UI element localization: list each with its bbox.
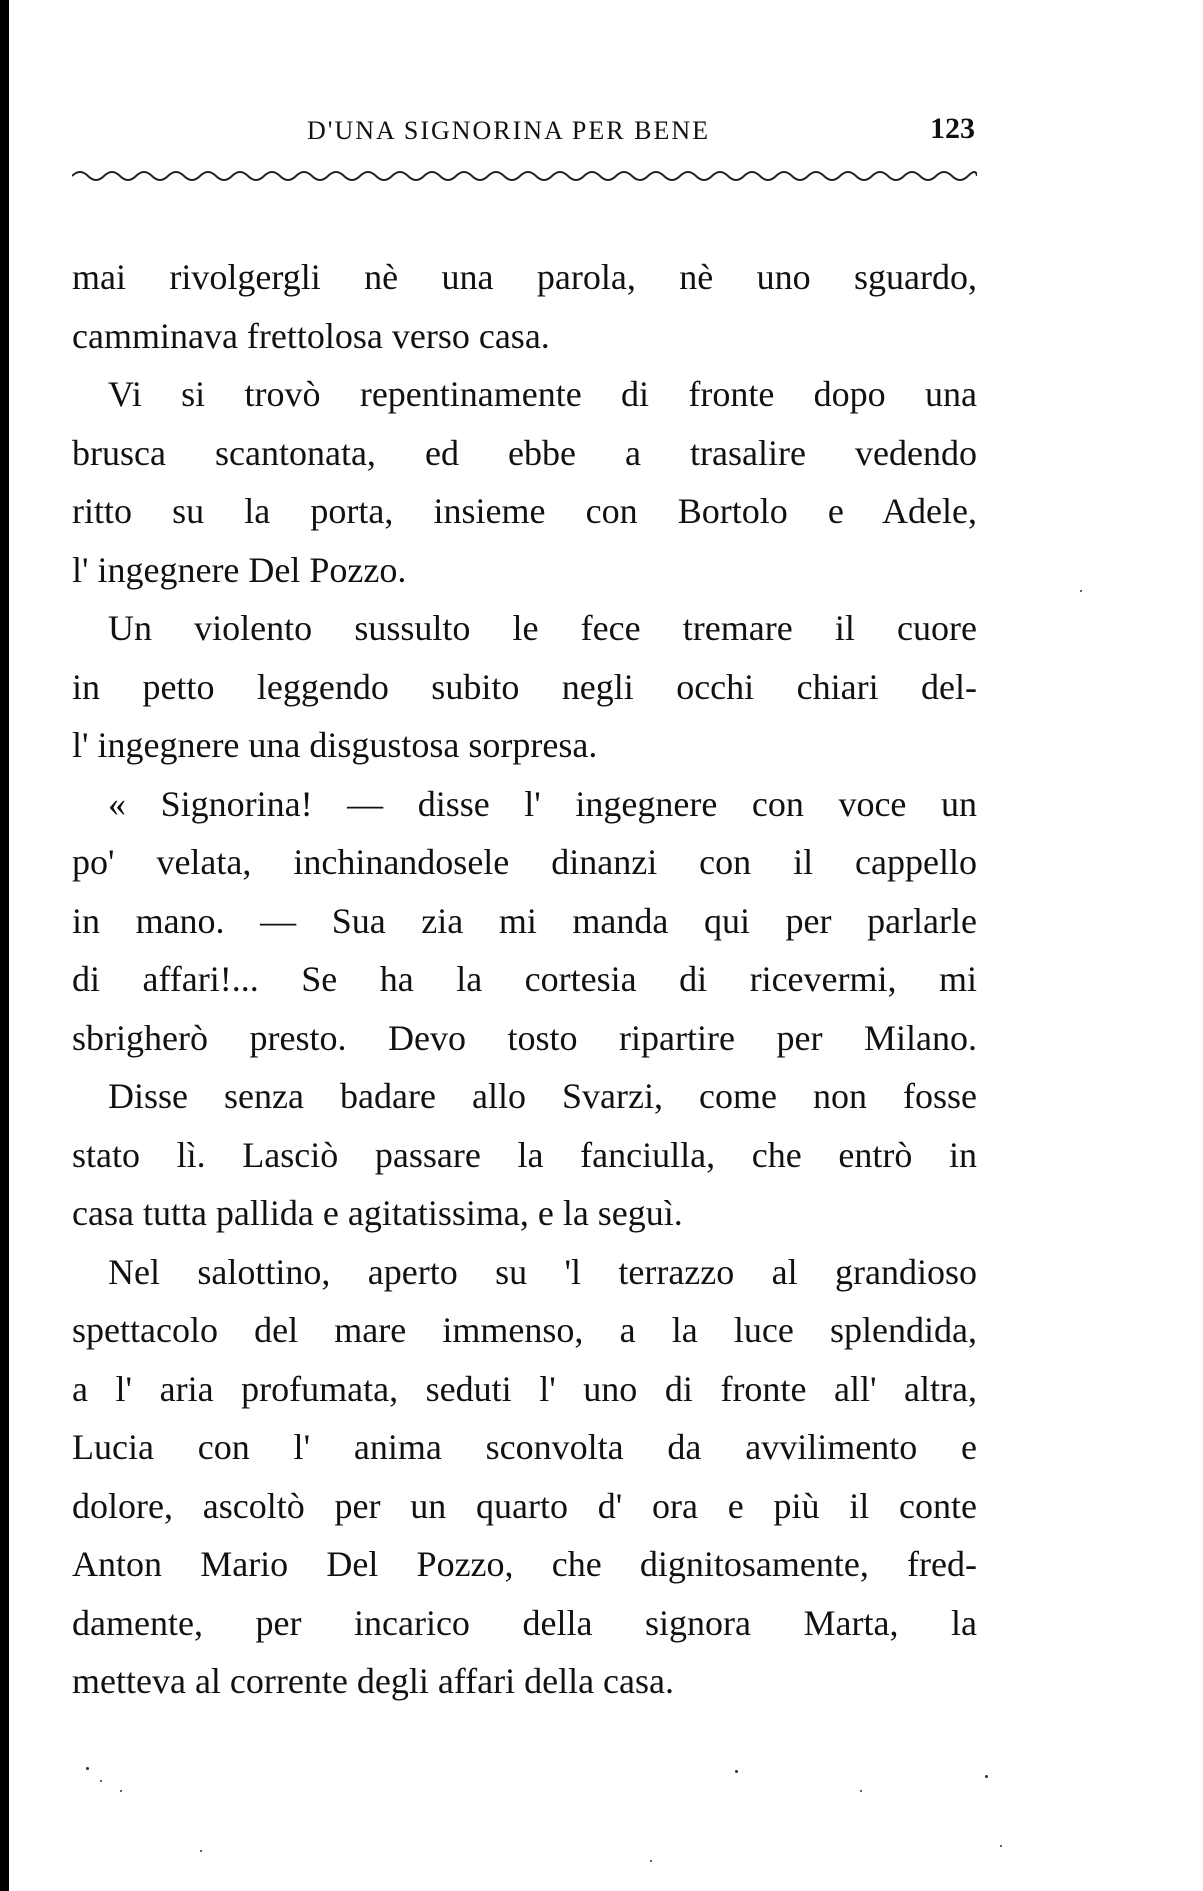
- text-line: dolore, ascoltò per un quarto d' ora e più il conte: [72, 1485, 977, 1526]
- text-line: brusca scantonata, ed ebbe a trasalire vedendo: [72, 432, 977, 473]
- running-head: [72, 112, 977, 152]
- text-line: ritto su la porta, insieme con Bortolo e Adele,: [72, 491, 977, 531]
- text-line: damente, per incarico della signora Marta, la: [72, 1602, 977, 1643]
- text-line: a l' aria profumata, seduti l' uno di fronte all' altra,: [72, 1368, 977, 1409]
- text-line: metteva al corrente degli affari della casa.: [72, 1661, 674, 1701]
- text-line: Vi si trovò repentinamente di fronte dopo una: [108, 374, 977, 414]
- scan-speck: [1000, 1845, 1002, 1847]
- scan-speck: [1080, 590, 1082, 592]
- text-line: l' ingegnere una disgustosa sorpresa.: [72, 725, 598, 765]
- text-line: spettacolo del mare immenso, a la luce splendida,: [72, 1310, 977, 1350]
- body-text: [72, 248, 977, 1711]
- text-line: in mano. — Sua zia mi manda qui per parlarle: [72, 900, 977, 941]
- page-binding-edge: [0, 0, 9, 1891]
- text-line: Anton Mario Del Pozzo, che dignitosamente, fred-: [72, 1544, 977, 1584]
- scan-speck: [86, 1767, 89, 1770]
- text-line: po' velata, inchinandosele dinanzi con il cappello: [72, 842, 977, 882]
- scan-speck: [985, 1775, 988, 1778]
- text-line: Disse senza badare allo Svarzi, come non fosse: [108, 1076, 977, 1116]
- wavy-rule: [72, 166, 977, 182]
- text-line: l' ingegnere Del Pozzo.: [72, 549, 407, 590]
- running-title: D'UNA SIGNORINA PER BENE: [307, 116, 710, 145]
- text-line: casa tutta pallida e agitatissima, e la seguì.: [72, 1193, 683, 1233]
- text-line: mai rivolgergli nè una parola, nè uno sguardo,: [72, 257, 977, 297]
- text-line: stato lì. Lasciò passare la fanciulla, che entrò in: [72, 1134, 977, 1175]
- scan-speck: [650, 1860, 652, 1862]
- text-line: Nel salottino, aperto su 'l terrazzo al grandioso: [108, 1251, 977, 1292]
- page-number: 123: [930, 112, 975, 145]
- text-line: sbrigherò presto. Devo tosto ripartire per Milano.: [72, 1017, 977, 1058]
- book-page: [72, 0, 977, 1891]
- scan-speck: [100, 1780, 102, 1782]
- text-line: in petto leggendo subito negli occhi chiari del-: [72, 666, 977, 707]
- text-line: camminava frettolosa verso casa.: [72, 315, 550, 356]
- scan-speck: [860, 1790, 862, 1792]
- scan-speck: [120, 1790, 122, 1792]
- text-line: « Signorina! — disse l' ingegnere con voce un: [108, 783, 977, 824]
- text-line: Un violento sussulto le fece tremare il cuore: [108, 608, 977, 648]
- text-line: di affari!... Se ha la cortesia di ricevermi, mi: [72, 959, 977, 999]
- text-line: Lucia con l' anima sconvolta da avvilimento e: [72, 1427, 977, 1467]
- scan-speck: [200, 1850, 202, 1852]
- scan-speck: [735, 1770, 738, 1773]
